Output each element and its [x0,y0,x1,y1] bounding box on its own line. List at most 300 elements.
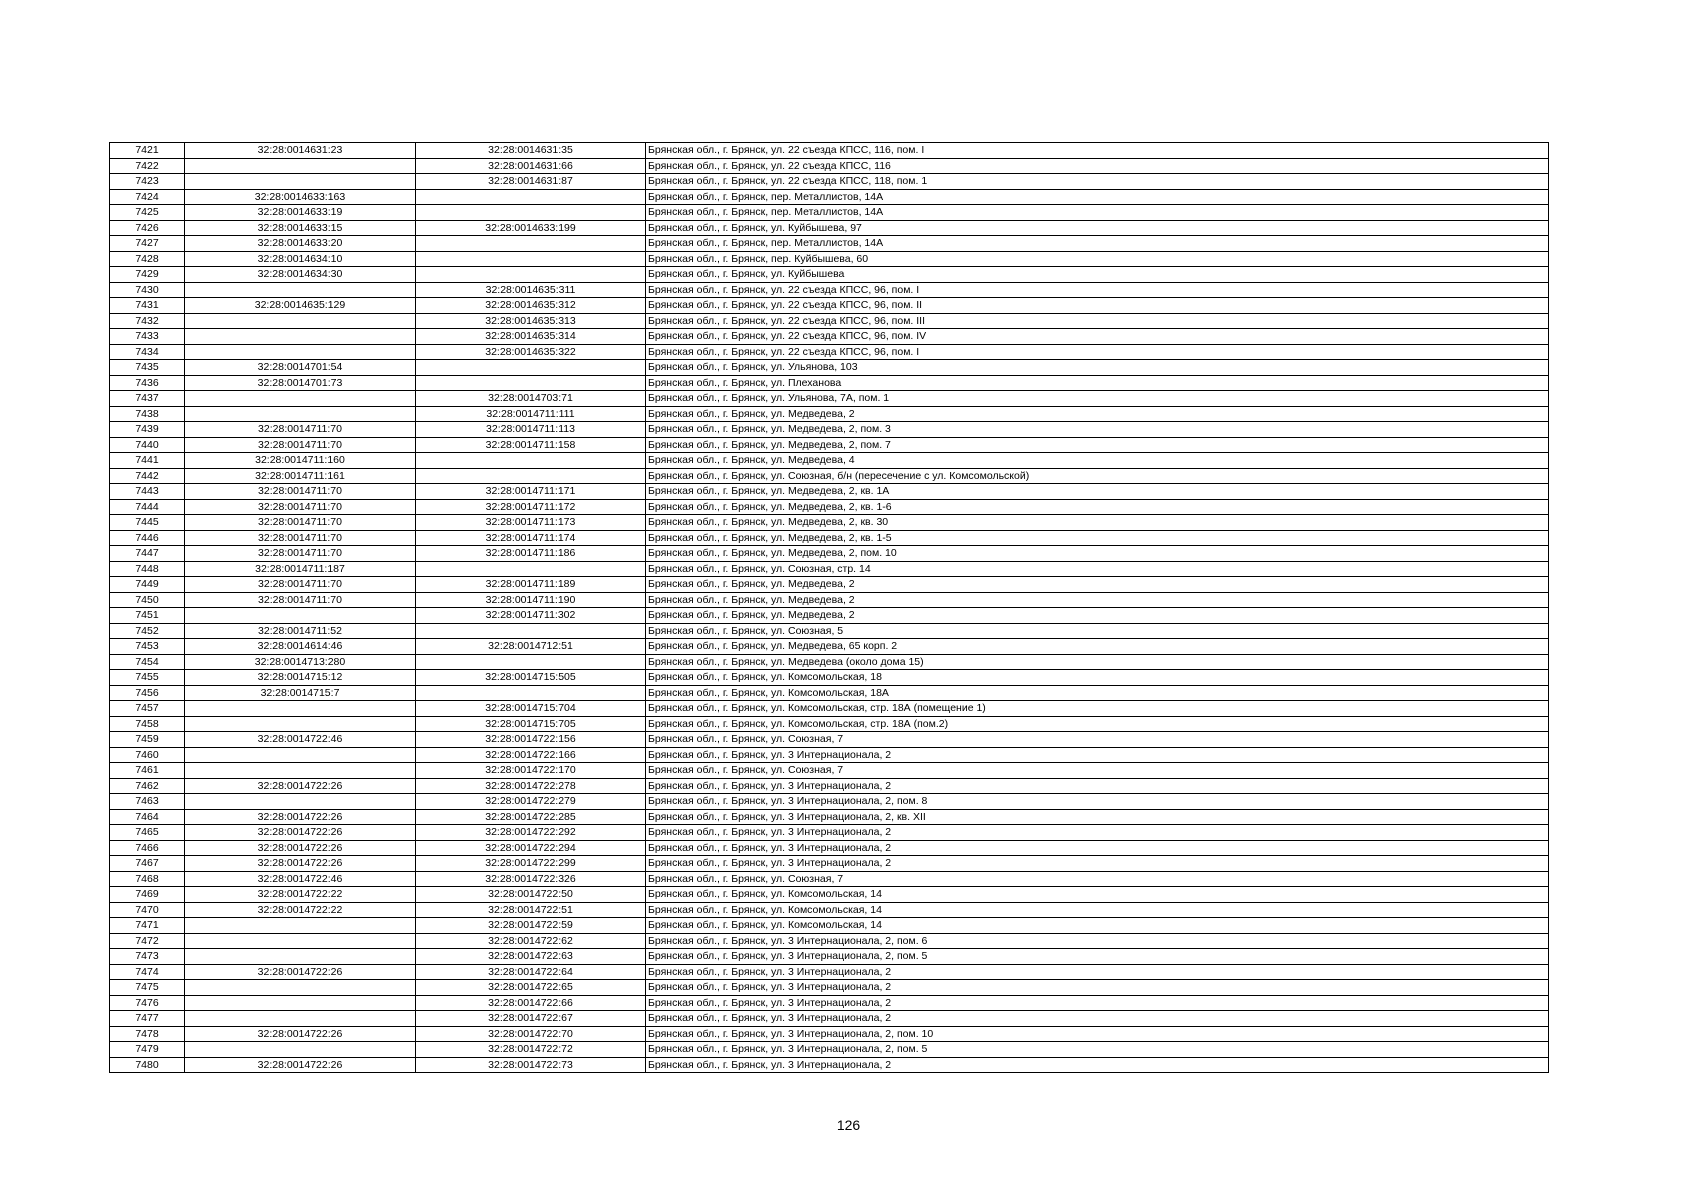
row-number-cell: 7430 [110,282,185,298]
cadastral-number-object-cell: 32:28:0014722:285 [416,809,646,825]
address-cell: Брянская обл., г. Брянск, ул. 22 съезда КПСС, 118, пом. 1 [646,174,1549,190]
row-number-cell: 7464 [110,809,185,825]
cadastral-number-object-cell [416,453,646,469]
cadastral-number-parcel-cell: 32:28:0014711:70 [185,577,416,593]
row-number-cell: 7422 [110,158,185,174]
table-row [110,747,1549,763]
cadastral-number-object-cell: 32:28:0014633:199 [416,220,646,236]
table-row [110,592,1549,608]
table-row [110,639,1549,655]
address-cell: Брянская обл., г. Брянск, ул. 22 съезда КПСС, 96, пом. I [646,344,1549,360]
cadastral-number-object-cell: 32:28:0014722:292 [416,825,646,841]
table-row [110,685,1549,701]
table-row [110,298,1549,314]
address-cell: Брянская обл., г. Брянск, ул. Комсомольская, стр. 18А (пом.2) [646,716,1549,732]
cadastral-number-object-cell: 32:28:0014722:73 [416,1057,646,1073]
row-number-cell: 7423 [110,174,185,190]
table-row [110,995,1549,1011]
cadastral-number-object-cell: 32:28:0014722:64 [416,964,646,980]
row-number-cell: 7472 [110,933,185,949]
address-cell: Брянская обл., г. Брянск, пер. Металлистов, 14А [646,236,1549,252]
address-cell: Брянская обл., г. Брянск, ул. Медведева, 2 [646,406,1549,422]
cadastral-number-object-cell: 32:28:0014635:314 [416,329,646,345]
cadastral-number-object-cell: 32:28:0014631:87 [416,174,646,190]
table-row [110,220,1549,236]
table-row [110,608,1549,624]
address-cell: Брянская обл., г. Брянск, ул. 3 Интернационала, 2, пом. 5 [646,1042,1549,1058]
address-cell: Брянская обл., г. Брянск, ул. 3 Интернационала, 2, кв. XII [646,809,1549,825]
table-row [110,158,1549,174]
cadastral-number-object-cell [416,360,646,376]
cadastral-number-object-cell: 32:28:0014711:111 [416,406,646,422]
row-number-cell: 7466 [110,840,185,856]
row-number-cell: 7429 [110,267,185,283]
address-cell: Брянская обл., г. Брянск, ул. Союзная, 7 [646,763,1549,779]
cadastral-number-parcel-cell: 32:28:0014722:22 [185,902,416,918]
cadastral-number-parcel-cell: 32:28:0014711:52 [185,623,416,639]
cadastral-number-object-cell: 32:28:0014722:65 [416,980,646,996]
table-row [110,1026,1549,1042]
address-cell: Брянская обл., г. Брянск, ул. Комсомольская, стр. 18А (помещение 1) [646,701,1549,717]
cadastral-number-parcel-cell [185,763,416,779]
address-cell: Брянская обл., г. Брянск, ул. 3 Интернационала, 2, пом. 8 [646,794,1549,810]
cadastral-number-object-cell: 32:28:0014722:294 [416,840,646,856]
cadastral-number-parcel-cell: 32:28:0014633:15 [185,220,416,236]
table-row [110,763,1549,779]
address-cell: Брянская обл., г. Брянск, ул. Плеханова [646,375,1549,391]
cadastral-number-parcel-cell [185,1042,416,1058]
row-number-cell: 7428 [110,251,185,267]
address-cell: Брянская обл., г. Брянск, пер. Куйбышева, 60 [646,251,1549,267]
row-number-cell: 7447 [110,546,185,562]
address-cell: Брянская обл., г. Брянск, ул. Союзная, 7 [646,871,1549,887]
table-row [110,406,1549,422]
cadastral-number-object-cell: 32:28:0014722:279 [416,794,646,810]
address-cell: Брянская обл., г. Брянск, ул. 22 съезда КПСС, 96, пом. IV [646,329,1549,345]
cadastral-number-object-cell: 32:28:0014711:173 [416,515,646,531]
row-number-cell: 7449 [110,577,185,593]
cadastral-number-object-cell: 32:28:0014711:190 [416,592,646,608]
table-row [110,918,1549,934]
cadastral-number-object-cell [416,685,646,701]
cadastral-number-parcel-cell [185,608,416,624]
address-cell: Брянская обл., г. Брянск, ул. Союзная, 7 [646,732,1549,748]
page-number: 126 [836,1117,861,1133]
address-cell: Брянская обл., г. Брянск, ул. Комсомольская, 14 [646,887,1549,903]
address-cell: Брянская обл., г. Брянск, ул. Союзная, б/н (пересечение с ул. Комсомольской) [646,468,1549,484]
row-number-cell: 7436 [110,375,185,391]
cadastral-number-object-cell: 32:28:0014635:311 [416,282,646,298]
cadastral-number-object-cell: 32:28:0014635:312 [416,298,646,314]
table-row [110,949,1549,965]
table-row [110,701,1549,717]
table-row [110,778,1549,794]
table-row [110,856,1549,872]
registry-table-body [110,143,1549,1073]
table-row [110,809,1549,825]
address-cell: Брянская обл., г. Брянск, ул. 3 Интернационала, 2 [646,825,1549,841]
cadastral-number-parcel-cell: 32:28:0014711:70 [185,484,416,500]
row-number-cell: 7446 [110,530,185,546]
cadastral-number-parcel-cell: 32:28:0014711:70 [185,422,416,438]
cadastral-number-object-cell [416,375,646,391]
table-row [110,980,1549,996]
table-row [110,654,1549,670]
address-cell: Брянская обл., г. Брянск, ул. Медведева, 4 [646,453,1549,469]
cadastral-number-parcel-cell: 32:28:0014715:12 [185,670,416,686]
cadastral-number-parcel-cell: 32:28:0014711:70 [185,499,416,515]
address-cell: Брянская обл., г. Брянск, ул. Комсомольская, 14 [646,902,1549,918]
cadastral-number-object-cell [416,561,646,577]
cadastral-number-object-cell: 32:28:0014722:166 [416,747,646,763]
row-number-cell: 7453 [110,639,185,655]
row-number-cell: 7477 [110,1011,185,1027]
cadastral-number-parcel-cell: 32:28:0014722:46 [185,871,416,887]
cadastral-number-object-cell: 32:28:0014711:171 [416,484,646,500]
cadastral-number-parcel-cell [185,980,416,996]
address-cell: Брянская обл., г. Брянск, ул. 3 Интернационала, 2, пом. 6 [646,933,1549,949]
table-row [110,561,1549,577]
cadastral-number-object-cell [416,251,646,267]
row-number-cell: 7467 [110,856,185,872]
cadastral-number-parcel-cell: 32:28:0014722:26 [185,1026,416,1042]
table-row [110,902,1549,918]
row-number-cell: 7479 [110,1042,185,1058]
registry-table [109,142,1549,1073]
cadastral-number-parcel-cell: 32:28:0014633:20 [185,236,416,252]
cadastral-number-object-cell [416,189,646,205]
address-cell: Брянская обл., г. Брянск, ул. Медведева, 2, кв. 1А [646,484,1549,500]
row-number-cell: 7460 [110,747,185,763]
cadastral-number-parcel-cell: 32:28:0014634:10 [185,251,416,267]
cadastral-number-object-cell: 32:28:0014722:62 [416,933,646,949]
table-row [110,468,1549,484]
address-cell: Брянская обл., г. Брянск, ул. 22 съезда КПСС, 116, пом. I [646,143,1549,159]
row-number-cell: 7439 [110,422,185,438]
cadastral-number-parcel-cell: 32:28:0014722:26 [185,840,416,856]
row-number-cell: 7454 [110,654,185,670]
row-number-cell: 7470 [110,902,185,918]
table-row [110,391,1549,407]
cadastral-number-parcel-cell: 32:28:0014701:54 [185,360,416,376]
table-row [110,499,1549,515]
cadastral-number-object-cell: 32:28:0014722:51 [416,902,646,918]
address-cell: Брянская обл., г. Брянск, ул. Союзная, 5 [646,623,1549,639]
address-cell: Брянская обл., г. Брянск, ул. 3 Интернационала, 2, пом. 10 [646,1026,1549,1042]
cadastral-number-object-cell: 32:28:0014635:322 [416,344,646,360]
row-number-cell: 7433 [110,329,185,345]
address-cell: Брянская обл., г. Брянск, ул. Комсомольская, 14 [646,918,1549,934]
table-row [110,1042,1549,1058]
table-row [110,267,1549,283]
row-number-cell: 7432 [110,313,185,329]
address-cell: Брянская обл., г. Брянск, ул. 22 съезда КПСС, 96, пом. II [646,298,1549,314]
table-row [110,530,1549,546]
table-row [110,422,1549,438]
cadastral-number-object-cell: 32:28:0014715:505 [416,670,646,686]
cadastral-number-object-cell: 32:28:0014715:705 [416,716,646,732]
table-row [110,375,1549,391]
row-number-cell: 7441 [110,453,185,469]
cadastral-number-object-cell: 32:28:0014722:66 [416,995,646,1011]
cadastral-number-object-cell: 32:28:0014722:278 [416,778,646,794]
cadastral-number-object-cell: 32:28:0014722:67 [416,1011,646,1027]
cadastral-number-parcel-cell [185,158,416,174]
address-cell: Брянская обл., г. Брянск, ул. 22 съезда КПСС, 96, пом. I [646,282,1549,298]
cadastral-number-object-cell: 32:28:0014711:302 [416,608,646,624]
cadastral-number-parcel-cell: 32:28:0014711:70 [185,592,416,608]
cadastral-number-parcel-cell: 32:28:0014722:46 [185,732,416,748]
table-row [110,546,1549,562]
row-number-cell: 7440 [110,437,185,453]
row-number-cell: 7457 [110,701,185,717]
table-row [110,964,1549,980]
row-number-cell: 7437 [110,391,185,407]
cadastral-number-object-cell: 32:28:0014722:50 [416,887,646,903]
row-number-cell: 7476 [110,995,185,1011]
cadastral-number-object-cell: 32:28:0014631:66 [416,158,646,174]
address-cell: Брянская обл., г. Брянск, пер. Металлистов, 14А [646,189,1549,205]
row-number-cell: 7438 [110,406,185,422]
cadastral-number-parcel-cell: 32:28:0014722:26 [185,778,416,794]
address-cell: Брянская обл., г. Брянск, ул. Комсомольская, 18А [646,685,1549,701]
row-number-cell: 7471 [110,918,185,934]
address-cell: Брянская обл., г. Брянск, ул. Медведева, 2, кв. 1-5 [646,530,1549,546]
table-row [110,344,1549,360]
cadastral-number-parcel-cell [185,716,416,732]
row-number-cell: 7445 [110,515,185,531]
cadastral-number-parcel-cell: 32:28:0014711:70 [185,437,416,453]
cadastral-number-parcel-cell: 32:28:0014715:7 [185,685,416,701]
cadastral-number-parcel-cell [185,329,416,345]
row-number-cell: 7434 [110,344,185,360]
row-number-cell: 7425 [110,205,185,221]
row-number-cell: 7461 [110,763,185,779]
table-row [110,329,1549,345]
cadastral-number-object-cell: 32:28:0014711:189 [416,577,646,593]
cadastral-number-parcel-cell [185,174,416,190]
cadastral-number-parcel-cell: 32:28:0014711:187 [185,561,416,577]
cadastral-number-parcel-cell [185,282,416,298]
cadastral-number-parcel-cell: 32:28:0014711:160 [185,453,416,469]
row-number-cell: 7442 [110,468,185,484]
table-row [110,313,1549,329]
address-cell: Брянская обл., г. Брянск, ул. Союзная, стр. 14 [646,561,1549,577]
address-cell: Брянская обл., г. Брянск, ул. Медведева, 2, пом. 3 [646,422,1549,438]
cadastral-number-parcel-cell [185,995,416,1011]
cadastral-number-object-cell: 32:28:0014712:51 [416,639,646,655]
address-cell: Брянская обл., г. Брянск, ул. Медведева, 2 [646,608,1549,624]
cadastral-number-object-cell: 32:28:0014703:71 [416,391,646,407]
cadastral-number-object-cell: 32:28:0014722:299 [416,856,646,872]
table-row [110,871,1549,887]
cadastral-number-parcel-cell [185,701,416,717]
cadastral-number-object-cell [416,267,646,283]
address-cell: Брянская обл., г. Брянск, ул. 3 Интернационала, 2 [646,980,1549,996]
cadastral-number-object-cell: 32:28:0014722:70 [416,1026,646,1042]
address-cell: Брянская обл., г. Брянск, ул. Медведева, 65 корп. 2 [646,639,1549,655]
address-cell: Брянская обл., г. Брянск, ул. 3 Интернационала, 2 [646,1057,1549,1073]
cadastral-number-object-cell: 32:28:0014715:704 [416,701,646,717]
cadastral-number-parcel-cell [185,391,416,407]
row-number-cell: 7468 [110,871,185,887]
address-cell: Брянская обл., г. Брянск, ул. Ульянова, 7А, пом. 1 [646,391,1549,407]
cadastral-number-parcel-cell: 32:28:0014722:26 [185,1057,416,1073]
cadastral-number-parcel-cell: 32:28:0014722:26 [185,964,416,980]
cadastral-number-object-cell [416,623,646,639]
cadastral-number-parcel-cell: 32:28:0014711:70 [185,515,416,531]
row-number-cell: 7459 [110,732,185,748]
table-row [110,840,1549,856]
table-row [110,1011,1549,1027]
cadastral-number-parcel-cell: 32:28:0014631:23 [185,143,416,159]
row-number-cell: 7450 [110,592,185,608]
row-number-cell: 7465 [110,825,185,841]
address-cell: Брянская обл., г. Брянск, ул. Куйбышева, 97 [646,220,1549,236]
cadastral-number-object-cell: 32:28:0014711:158 [416,437,646,453]
table-row [110,670,1549,686]
row-number-cell: 7462 [110,778,185,794]
table-row [110,716,1549,732]
cadastral-number-parcel-cell: 32:28:0014701:73 [185,375,416,391]
table-row [110,794,1549,810]
address-cell: Брянская обл., г. Брянск, ул. Медведева (около дома 15) [646,654,1549,670]
cadastral-number-object-cell: 32:28:0014722:326 [416,871,646,887]
cadastral-number-parcel-cell [185,747,416,763]
table-row [110,887,1549,903]
table-row [110,174,1549,190]
cadastral-number-parcel-cell: 32:28:0014634:30 [185,267,416,283]
address-cell: Брянская обл., г. Брянск, ул. Ульянова, 103 [646,360,1549,376]
table-row [110,933,1549,949]
address-cell: Брянская обл., г. Брянск, ул. Куйбышева [646,267,1549,283]
cadastral-number-parcel-cell [185,949,416,965]
cadastral-number-parcel-cell: 32:28:0014722:26 [185,856,416,872]
table-row [110,1057,1549,1073]
table-row [110,282,1549,298]
row-number-cell: 7444 [110,499,185,515]
row-number-cell: 7448 [110,561,185,577]
address-cell: Брянская обл., г. Брянск, ул. Медведева, 2, кв. 1-6 [646,499,1549,515]
row-number-cell: 7478 [110,1026,185,1042]
cadastral-number-object-cell [416,205,646,221]
address-cell: Брянская обл., г. Брянск, ул. 22 съезда КПСС, 116 [646,158,1549,174]
row-number-cell: 7443 [110,484,185,500]
address-cell: Брянская обл., г. Брянск, ул. Комсомольская, 18 [646,670,1549,686]
cadastral-number-parcel-cell [185,1011,416,1027]
cadastral-number-parcel-cell: 32:28:0014711:70 [185,546,416,562]
cadastral-number-object-cell: 32:28:0014722:63 [416,949,646,965]
cadastral-number-parcel-cell: 32:28:0014711:161 [185,468,416,484]
cadastral-number-parcel-cell [185,918,416,934]
table-row [110,515,1549,531]
row-number-cell: 7469 [110,887,185,903]
row-number-cell: 7431 [110,298,185,314]
address-cell: Брянская обл., г. Брянск, ул. 3 Интернационала, 2 [646,747,1549,763]
cadastral-number-parcel-cell: 32:28:0014614:46 [185,639,416,655]
cadastral-number-object-cell: 32:28:0014722:170 [416,763,646,779]
table-row [110,453,1549,469]
row-number-cell: 7455 [110,670,185,686]
table-row [110,360,1549,376]
cadastral-number-parcel-cell: 32:28:0014713:280 [185,654,416,670]
table-row [110,825,1549,841]
table-row [110,236,1549,252]
address-cell: Брянская обл., г. Брянск, ул. 22 съезда КПСС, 96, пом. III [646,313,1549,329]
row-number-cell: 7456 [110,685,185,701]
cadastral-number-parcel-cell: 32:28:0014722:26 [185,825,416,841]
cadastral-number-object-cell: 32:28:0014722:156 [416,732,646,748]
row-number-cell: 7451 [110,608,185,624]
cadastral-number-object-cell [416,236,646,252]
cadastral-number-parcel-cell [185,406,416,422]
row-number-cell: 7426 [110,220,185,236]
row-number-cell: 7458 [110,716,185,732]
table-row [110,484,1549,500]
row-number-cell: 7427 [110,236,185,252]
cadastral-number-parcel-cell: 32:28:0014722:26 [185,809,416,825]
cadastral-number-parcel-cell [185,313,416,329]
cadastral-number-object-cell [416,654,646,670]
table-row [110,143,1549,159]
cadastral-number-object-cell: 32:28:0014711:172 [416,499,646,515]
address-cell: Брянская обл., г. Брянск, ул. Медведева, 2, кв. 30 [646,515,1549,531]
cadastral-number-parcel-cell: 32:28:0014722:22 [185,887,416,903]
cadastral-number-object-cell: 32:28:0014711:113 [416,422,646,438]
cadastral-number-parcel-cell: 32:28:0014711:70 [185,530,416,546]
cadastral-number-object-cell: 32:28:0014711:186 [416,546,646,562]
address-cell: Брянская обл., г. Брянск, ул. Медведева, 2 [646,592,1549,608]
table-row [110,623,1549,639]
row-number-cell: 7421 [110,143,185,159]
cadastral-number-object-cell: 32:28:0014722:59 [416,918,646,934]
address-cell: Брянская обл., г. Брянск, ул. 3 Интернационала, 2 [646,1011,1549,1027]
cadastral-number-parcel-cell: 32:28:0014633:163 [185,189,416,205]
address-cell: Брянская обл., г. Брянск, ул. 3 Интернационала, 2, пом. 5 [646,949,1549,965]
cadastral-number-object-cell: 32:28:0014635:313 [416,313,646,329]
cadastral-number-object-cell: 32:28:0014722:72 [416,1042,646,1058]
cadastral-number-object-cell: 32:28:0014711:174 [416,530,646,546]
row-number-cell: 7452 [110,623,185,639]
address-cell: Брянская обл., г. Брянск, ул. 3 Интернационала, 2 [646,995,1549,1011]
row-number-cell: 7435 [110,360,185,376]
row-number-cell: 7474 [110,964,185,980]
address-cell: Брянская обл., г. Брянск, пер. Металлистов, 14А [646,205,1549,221]
address-cell: Брянская обл., г. Брянск, ул. 3 Интернационала, 2 [646,964,1549,980]
address-cell: Брянская обл., г. Брянск, ул. Медведева, 2, пом. 10 [646,546,1549,562]
cadastral-number-parcel-cell: 32:28:0014633:19 [185,205,416,221]
table-row [110,437,1549,453]
table-row [110,577,1549,593]
row-number-cell: 7463 [110,794,185,810]
row-number-cell: 7424 [110,189,185,205]
cadastral-number-parcel-cell [185,794,416,810]
table-row [110,251,1549,267]
row-number-cell: 7480 [110,1057,185,1073]
address-cell: Брянская обл., г. Брянск, ул. Медведева, 2, пом. 7 [646,437,1549,453]
cadastral-number-object-cell: 32:28:0014631:35 [416,143,646,159]
cadastral-number-parcel-cell [185,933,416,949]
table-row [110,732,1549,748]
address-cell: Брянская обл., г. Брянск, ул. 3 Интернационала, 2 [646,778,1549,794]
address-cell: Брянская обл., г. Брянск, ул. Медведева, 2 [646,577,1549,593]
cadastral-number-object-cell [416,468,646,484]
cadastral-number-parcel-cell: 32:28:0014635:129 [185,298,416,314]
address-cell: Брянская обл., г. Брянск, ул. 3 Интернационала, 2 [646,856,1549,872]
table-row [110,205,1549,221]
table-row [110,189,1549,205]
row-number-cell: 7473 [110,949,185,965]
